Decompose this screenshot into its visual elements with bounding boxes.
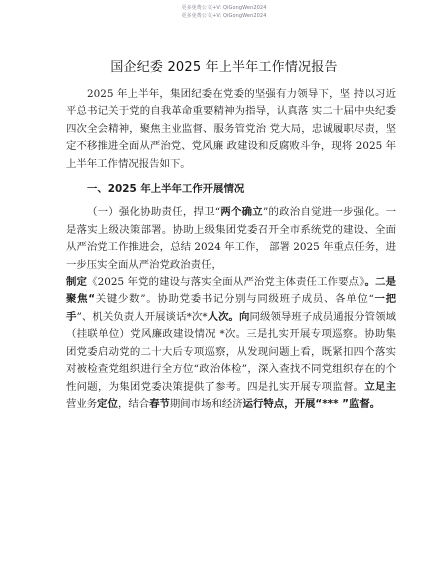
text-run: ”。协助党委书记分别与同级班子成员、各单位“ [140,293,374,306]
bold-text: 立足主 [364,380,397,393]
bold-text: 两个确立 [220,206,263,219]
text-run: 期间市场和经济 [169,397,243,410]
document-title: 国企纪委 2025 年上半年工作情况报告 [110,60,338,75]
document-body [66,86,396,413]
bold-text: 制定 [66,276,88,289]
bold-text: 春节 [149,397,170,410]
watermark-line: 更多免费公文+V: QiGongWen2024 [181,5,267,11]
bold-text: ，开展“*** ”监督。 [284,397,381,410]
bold-text: 一把手 [66,293,397,323]
section-heading: 一、2025 年上半年工作开展情况 [87,183,245,196]
bold-text: 定位 [97,397,118,410]
text-run: ”、机关负责人开展谈话*次* [76,310,208,323]
text-run: 同级领导班子成员通报分管领域（挂联单位）党风廉政建设情况 *次。三是扎实开展专项巡察。协助集团党委启动党的二十大后专项巡察，从发现问题上看，既紧扣四个落实对被检查党组织进行全方位“政治体检”，深入查找不同党组织存在的个性问题，为集团党委决策提供了参考。四是扎实开展专项监督。 [66,310,397,393]
text-run: 关键少数 [95,293,141,306]
text-run: ，结合 [117,397,150,410]
bold-text: 。二是聚焦“ [66,276,397,306]
paragraph-2 [66,274,396,413]
watermark-line: 更多免费公文+V: QiGongWen2024 [181,13,267,19]
text-run: 《2025 年党的建设与落实全面从严治党主体责任工作要点》 [87,276,365,289]
bold-text: 运行特点 [242,397,285,410]
bold-text: 人次。向 [207,310,250,323]
paragraph-1 [66,204,396,274]
intro-paragraph: 2025 年上半年，集团纪委在党委的坚强有力领导下，坚 持以习近平总书记关于党的自我革命重要精神为指导，认真落 实二十届中央纪委四次全会精神，聚焦主业监督、服务管党治 党大局，忠诚履职尽责，坚定不移推进全面从严治党、党风廉 政建设和反腐败斗争，现将 2025 年上半年工作情况报告如下。 [66,88,396,170]
text-run: （一）强化协助责任，捍卫“ [87,206,221,219]
text-run: ”的政治自觉进一步强化。一是落实上级决策部署。协助上级集团党委召开全市系统党的建设、全面从严治党工作推进会，总结 2024 年工作， 部署 2025 年重点任务，进一步压实全面从严治党政治责任， [66,206,397,271]
text-run: 营业务 [66,397,98,410]
